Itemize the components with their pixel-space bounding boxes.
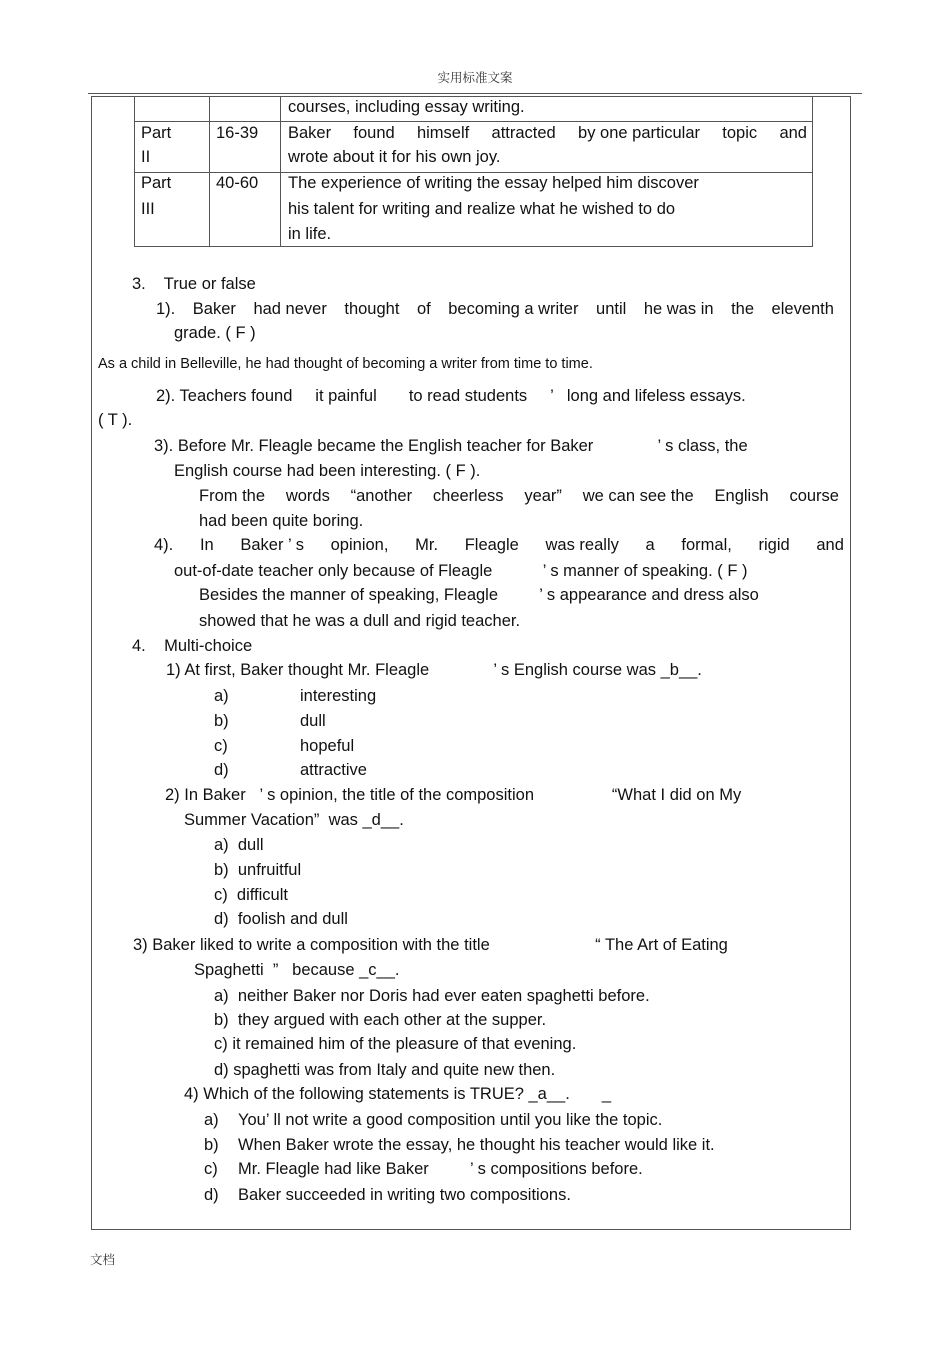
mc-q2-option-a: a) dull [214,836,264,854]
table-row2-desc-line3: in life. [288,225,332,243]
page-header: 实用标准文案 [437,70,513,85]
table-row-line-1 [134,121,812,122]
header-rule [88,93,862,94]
mc-heading: 4. Multi-choice [132,637,253,655]
mc-q1-letter-a: a) [214,687,229,705]
table-border-right [812,96,813,247]
tf-q4-line2: out-of-date teacher only because of Fleagle ’ s manner of speaking. ( F ) [174,562,748,580]
mc-q4-letter-d: d) [204,1186,219,1204]
table-row2-lines: 40-60 [216,174,259,192]
mc-q4-option-c: Mr. Fleagle had like Baker ’ s compositions before. [238,1160,643,1178]
mc-q2-option-b: b) unfruitful [214,861,302,879]
table-row1-desc-line2: wrote about it for his own joy. [288,148,501,166]
mc-q3-line2: Spaghetti ” because _c__. [194,961,400,979]
mc-q4-letter-c: c) [204,1160,218,1178]
table-row2-num: III [141,200,155,218]
mc-q3-option-b: b) they argued with each other at the supper. [214,1011,547,1029]
mc-q2-option-c: c) difficult [214,886,288,904]
tf-heading: 3. True or false [132,275,256,293]
tf-q2-line1: 2). Teachers found it painful to read students ’ long and lifeless essays. [156,387,746,405]
mc-q4-letter-a: a) [204,1111,219,1129]
mc-q1-letter-b: b) [214,712,229,730]
table-row1-lines: 16-39 [216,124,259,142]
tf-q3-note-line2: had been quite boring. [199,512,364,530]
page-footer: 文档 [90,1252,116,1267]
tf-q4-line1: 4). In Baker ’ s opinion, Mr. Fleagle was really a formal, rigid and [154,536,844,554]
table-row2-desc-line2: his talent for writing and realize what he wished to do [288,200,676,218]
tf-q4-note-line2: showed that he was a dull and rigid teacher. [199,612,521,630]
table-row2-desc-line1: The experience of writing the essay helped him discover [288,174,699,192]
mc-q4-option-a: You’ ll not write a good composition until you like the topic. [238,1111,663,1129]
tf-q4-note-line1: Besides the manner of speaking, Fleagle ’ s appearance and dress also [199,586,759,604]
mc-q4-letter-b: b) [204,1136,219,1154]
mc-q1-option-d: attractive [300,761,367,779]
mc-q1-option-c: hopeful [300,737,355,755]
table-row0-desc: courses, including essay writing. [288,98,525,116]
mc-q2-line1: 2) In Baker ’ s opinion, the title of the composition “What I did on My [165,786,742,804]
tf-q1-note: As a child in Belleville, he had thought of becoming a writer from time to time. [98,356,593,372]
mc-q1-letter-d: d) [214,761,229,779]
table-row2-part: Part [141,174,172,192]
mc-q3-option-c: c) it remained him of the pleasure of that evening. [214,1035,577,1053]
mc-q2-option-d: d) foolish and dull [214,910,348,928]
table-row1-desc-line1: Baker found himself attracted by one particular topic and [288,124,807,142]
tf-q3-line1: 3). Before Mr. Fleagle became the English teacher for Baker ’ s class, the [154,437,748,455]
mc-q1-option-a: interesting [300,687,377,705]
mc-q4-option-b: When Baker wrote the essay, he thought his teacher would like it. [238,1136,715,1154]
tf-q1-line1: 1). Baker had never thought of becoming a writer until he was in the eleventh [156,300,834,318]
table-row1-num: II [141,148,151,166]
mc-q3-option-d: d) spaghetti was from Italy and quite new then. [214,1061,556,1079]
tf-q3-line2: English course had been interesting. ( F ). [174,462,481,480]
tf-q3-note-line1: From the words “another cheerless year” we can see the English course [199,487,839,505]
mc-q3-option-a: a) neither Baker nor Doris had ever eaten spaghetti before. [214,987,650,1005]
mc-q3-line1: 3) Baker liked to write a composition with the title “ The Art of Eating [133,936,728,954]
table-border-bottom [134,246,812,247]
mc-q1-letter-c: c) [214,737,228,755]
tf-q2-line2: ( T ). [98,411,133,429]
table-row1-part: Part [141,124,172,142]
table-row-line-2 [134,172,812,173]
mc-q2-line2: Summer Vacation” was _d__. [184,811,404,829]
mc-q4-option-d: Baker succeeded in writing two compositions. [238,1186,571,1204]
mc-q1-option-b: dull [300,712,326,730]
mc-q1: 1) At first, Baker thought Mr. Fleagle ’ s English course was _b__. [166,661,702,679]
mc-q4: 4) Which of the following statements is TRUE? _a__. _ [184,1085,612,1103]
tf-q1-line2: grade. ( F ) [174,324,256,342]
